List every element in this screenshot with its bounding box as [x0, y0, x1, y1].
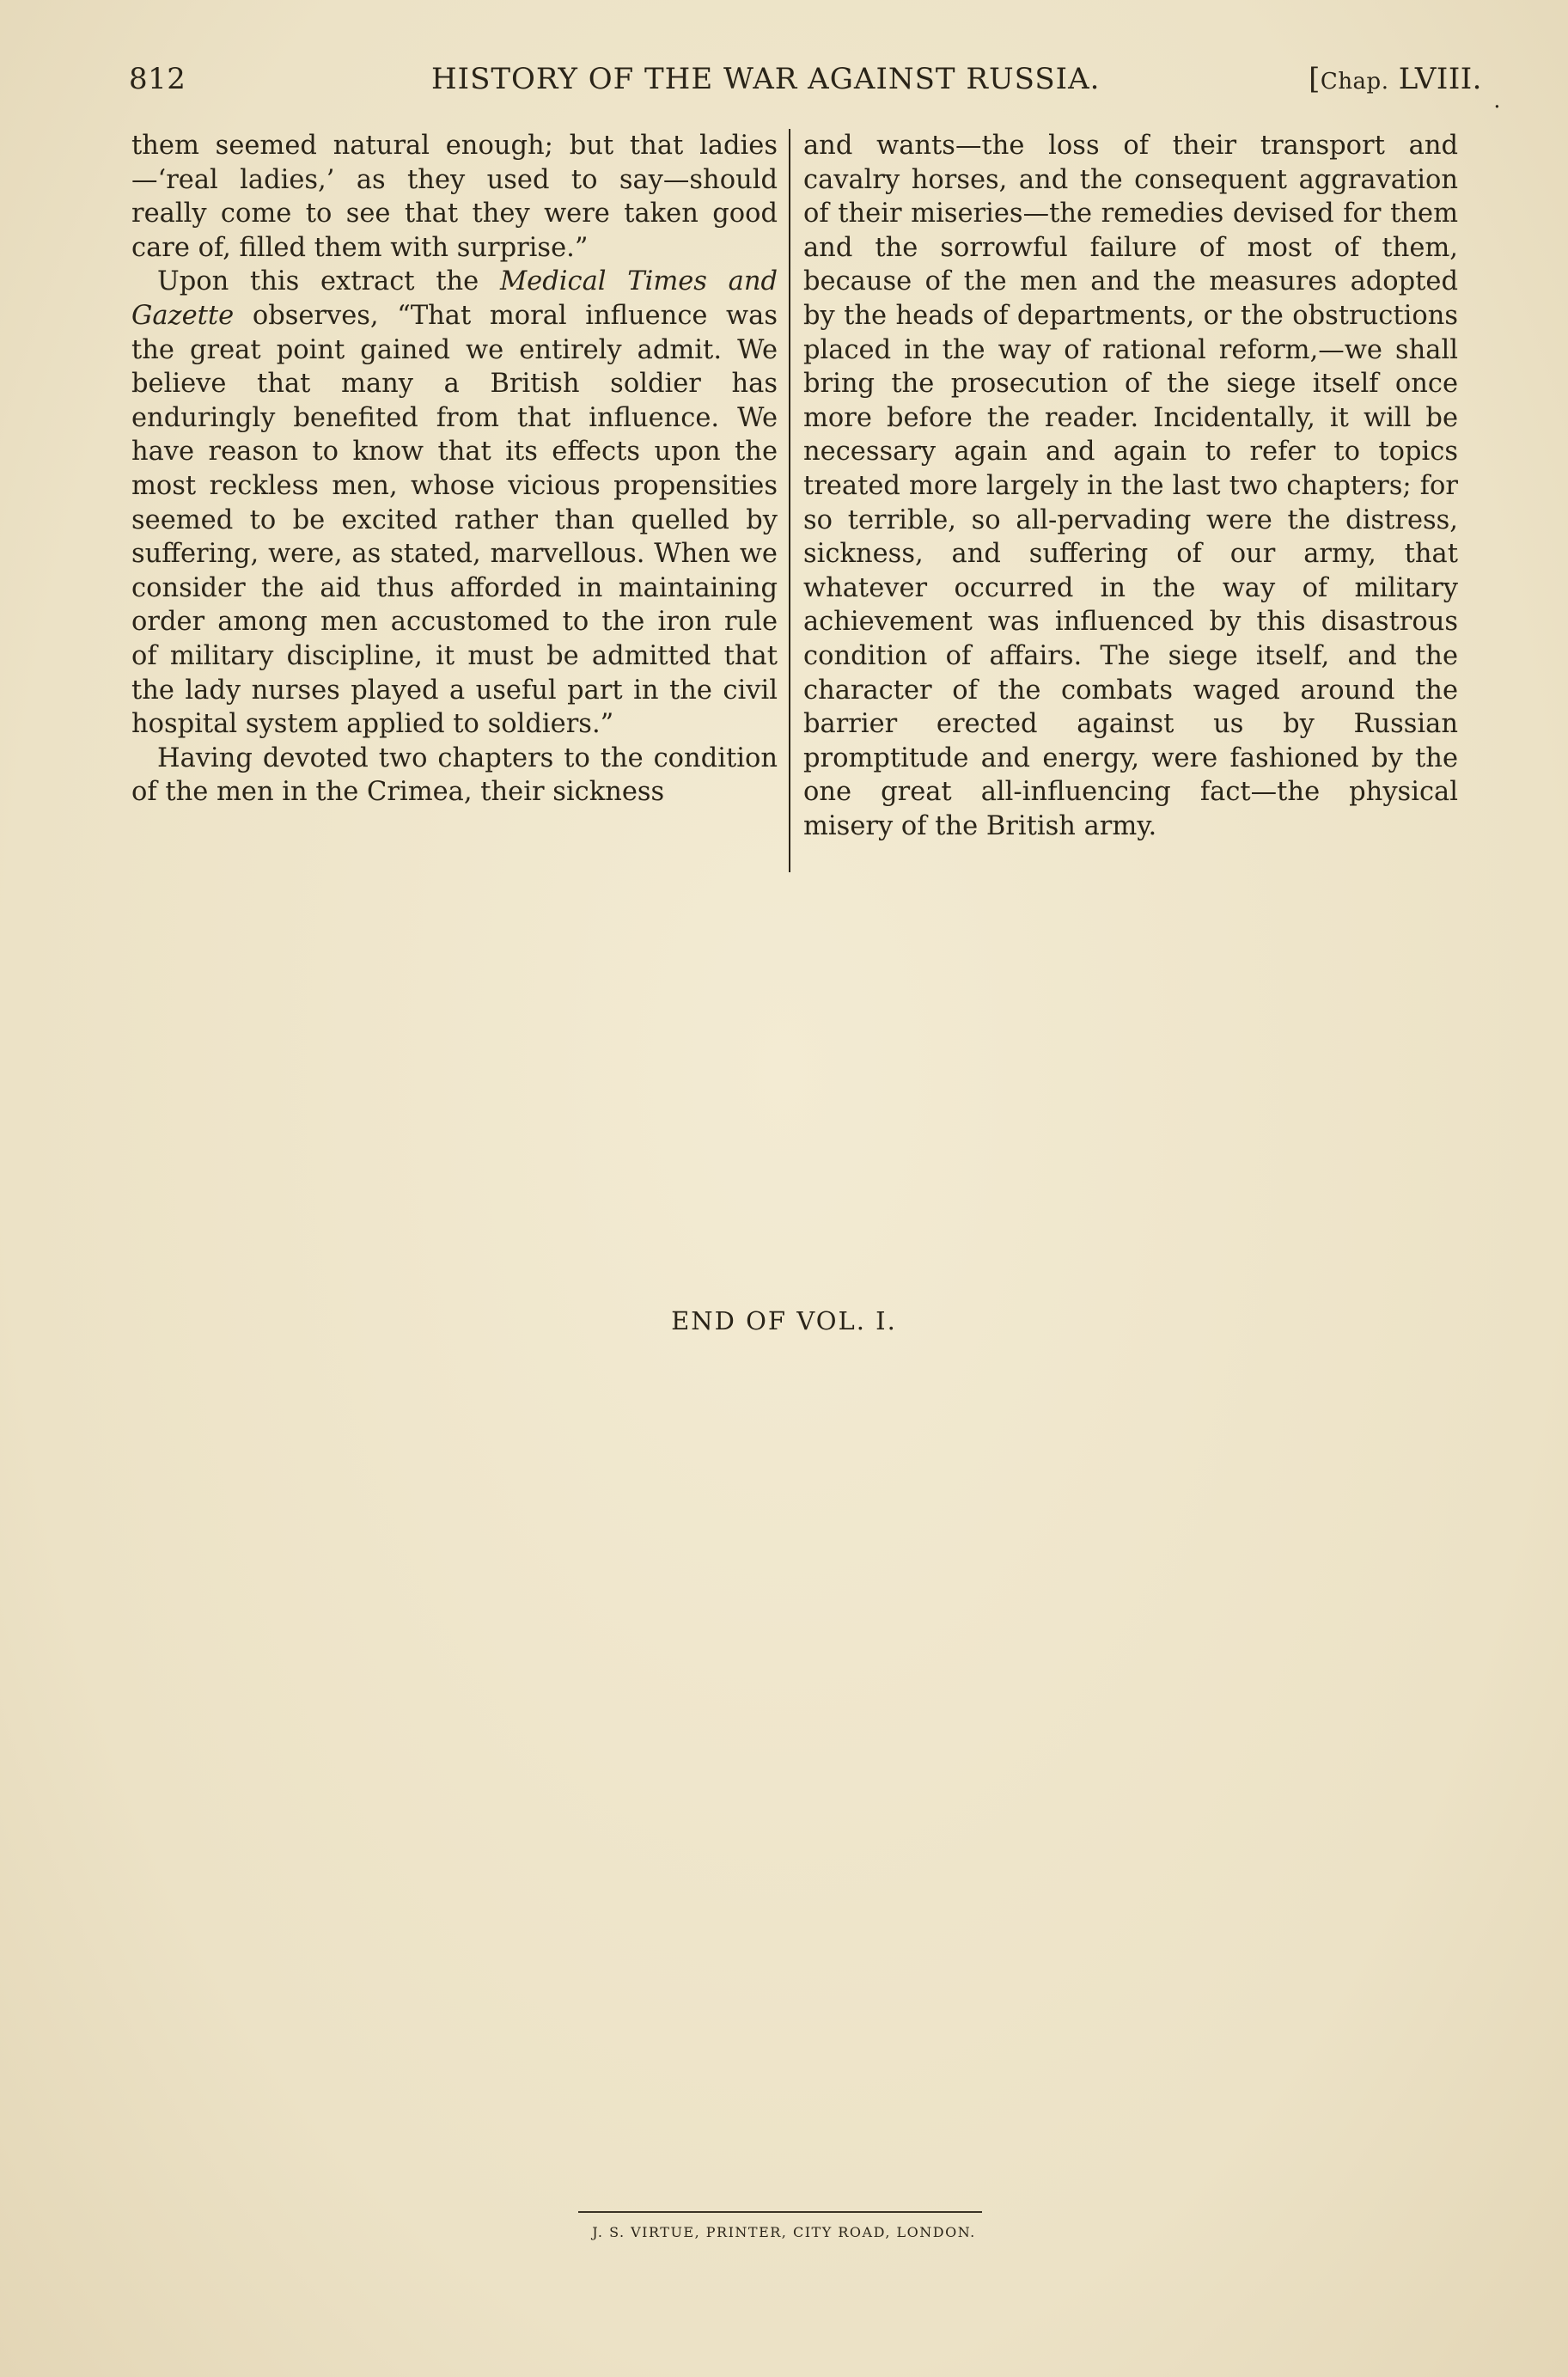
running-header [129, 53, 1501, 113]
end-of-volume-note: END OF VOL. I. [671, 1306, 897, 1335]
chapter-number: LVIII. [1398, 62, 1482, 96]
running-title: HISTORY OF THE WAR AGAINST RUSSIA. [431, 62, 1101, 96]
page-number: 812 [129, 62, 186, 96]
chapter-word: Chap. [1320, 69, 1389, 95]
left-column [131, 129, 778, 810]
chapter-label [1309, 62, 1482, 96]
left-paragraph-2-start: Upon this extract the [157, 266, 500, 297]
column-divider [789, 129, 790, 872]
right-paragraph-1: and wants—the loss of their transport and cavalry horses, and the consequent aggravation of their miseries—the remedies devised for them and the sorrowful failure of most of them, because of the men and the measures adopted by the heads of departments, or the obstructions placed in the way of rational reform,—we shall bring the prosecution of the siege itself once more before the reader. Incidentally, it will be necessary again and again to refer to topics treated more largely in the last two chapters; for so terrible, so all-pervading were the distress, sickness, and suffering of our army, that whatever occurred in the way of military achievement was influenced by this disastrous condition of affairs. The siege itself, and the character of the combats waged around the barrier erected against us by Russian promptitude and energy, were fashioned by the one great all-influencing fact—the physical misery of the British army. [803, 131, 1458, 841]
right-column [803, 129, 1458, 843]
left-paragraph-1: them seemed natural enough; but that ladies —‘real ladies,’ as they used to say—should really come to see that they were taken good care of, filled them with surprise.” [131, 131, 778, 263]
header-dot: . [1493, 88, 1501, 113]
left-paragraph-2 [131, 265, 778, 741]
printer-rule [578, 2211, 982, 2213]
left-paragraph-2-rest: observes, “That moral influence was the great point gained we entirely admit. We believe that many a British soldier has enduringly benefited from that influence. We have reason to know that its effects upon the most reckless men, whose vicious propensities seemed to be excited rather than quelled by suffering, were, as stated, marvellous. When we consider the aid thus afforded in maintaining order among men accustomed to the iron rule of military discipline, it must be admitted that the lady nurses played a useful part in the civil hospital system applied to soldiers.” [131, 300, 778, 740]
printer-imprint: J. S. VIRTUE, PRINTER, CITY ROAD, LONDON. [592, 2224, 976, 2240]
chapter-bracket: [ [1309, 62, 1321, 96]
journal-title: Medical Times and Gazette [131, 266, 778, 331]
left-paragraph-3: Having devoted two chapters to the condition of the men in the Crimea, their sickness [131, 742, 778, 808]
